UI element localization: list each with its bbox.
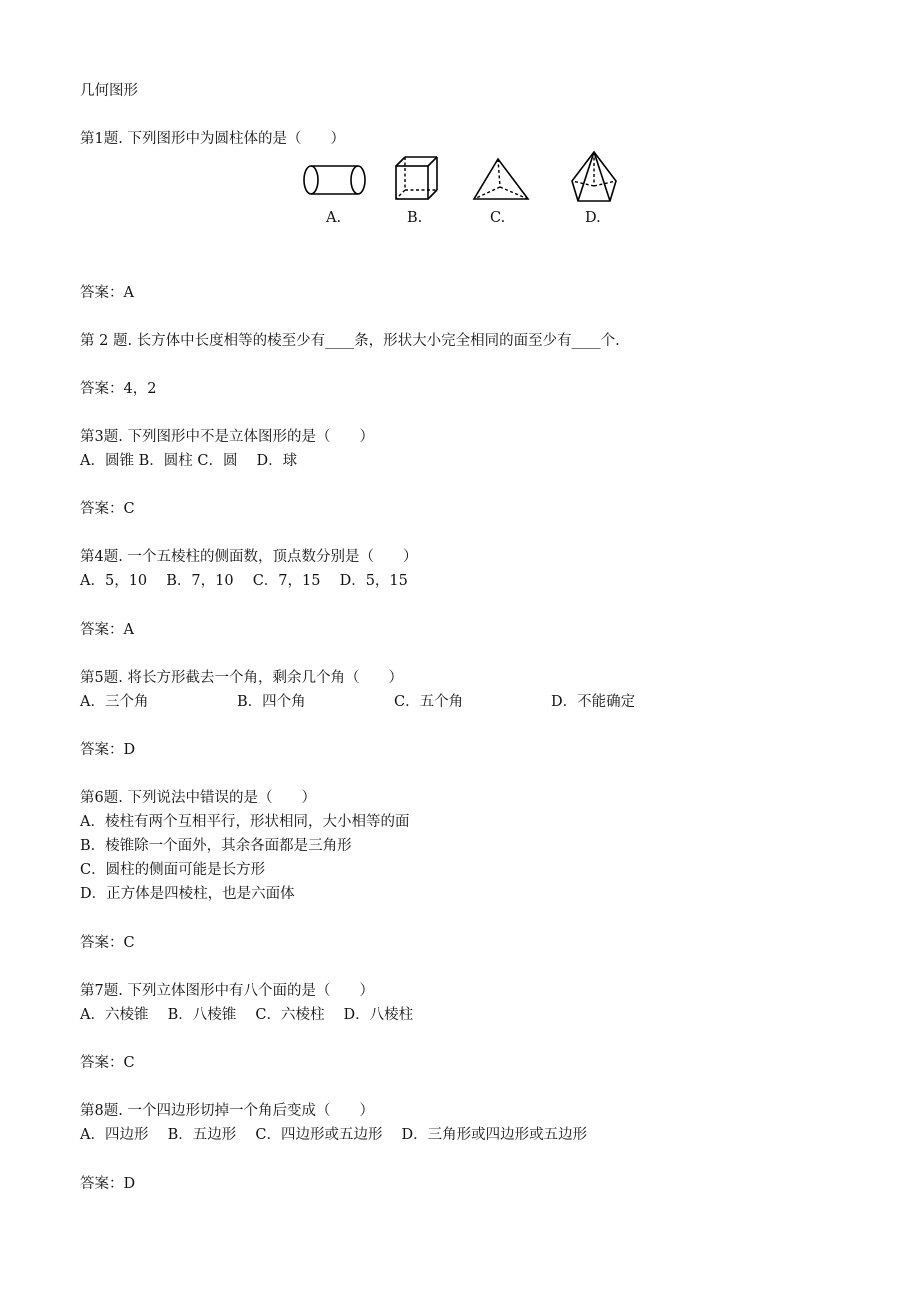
figure-label-a: A. <box>326 210 342 226</box>
answer-6: 答案：C <box>80 935 135 951</box>
answer-8: 答案：D <box>80 1176 136 1192</box>
question-4-text: 第4题. 一个五棱柱的侧面数，顶点数分别是（ ） <box>80 549 418 565</box>
question-6-text: 第6题. 下列说法中错误的是（ ） <box>80 790 316 806</box>
question-8-options: A．四边形 B．五边形 C．四边形或五边形 D．三角形或四边形或五边形 <box>80 1127 588 1143</box>
question-3-text: 第3题. 下列图形中不是立体图形的是（ ） <box>80 429 374 445</box>
question-7-text: 第7题. 下列立体图形中有八个面的是（ ） <box>80 983 374 999</box>
doc-title: 几何图形 <box>80 83 138 99</box>
cube-icon <box>392 154 442 204</box>
question-7-options: A．六棱锥 B．八棱锥 C．六棱柱 D．八棱柱 <box>80 1007 414 1023</box>
figure-label-b: B. <box>407 210 423 226</box>
pentagonal-pyramid-icon <box>566 148 622 206</box>
question-6-option-d: D．正方体是四棱柱，也是六面体 <box>80 886 295 902</box>
question-6-option-b: B．棱锥除一个面外，其余各面都是三角形 <box>80 838 352 854</box>
figure-label-d: D. <box>585 210 601 226</box>
answer-2: 答案：4，2 <box>80 381 157 397</box>
question-4-options: A．5，10 B．7，10 C．7，15 D．5，15 <box>80 573 408 589</box>
question-5-text: 第5题. 将长方形截去一个角，剩余几个角（ ） <box>80 670 403 686</box>
answer-5: 答案：D <box>80 742 136 758</box>
question-6-option-c: C．圆柱的侧面可能是长方形 <box>80 862 266 878</box>
question-2-text: 第 2 题. 长方体中长度相等的棱至少有____条，形状大小完全相同的面至少有____个. <box>80 333 620 349</box>
question-5-option-b: B．四个角 <box>237 694 306 710</box>
answer-4: 答案：A <box>80 622 134 638</box>
answer-1: 答案：A <box>80 285 134 301</box>
answer-7: 答案：C <box>80 1055 135 1071</box>
question-3-options: A．圆锥 B．圆柱 C．圆 D．球 <box>80 453 298 469</box>
question-6-option-a: A．棱柱有两个互相平行，形状相同，大小相等的面 <box>80 814 410 830</box>
question-1-text: 第1题. 下列图形中为圆柱体的是（ ） <box>80 131 345 147</box>
question-5-option-c: C．五个角 <box>394 694 464 710</box>
triangular-pyramid-icon <box>470 155 532 205</box>
figure-label-c: C. <box>490 210 506 226</box>
question-8-text: 第8题. 一个四边形切掉一个角后变成（ ） <box>80 1103 374 1119</box>
answer-3: 答案：C <box>80 501 135 517</box>
question-5-option-a: A．三个角 <box>80 694 149 710</box>
question-5-option-d: D．不能确定 <box>551 694 636 710</box>
cylinder-icon <box>300 155 370 205</box>
